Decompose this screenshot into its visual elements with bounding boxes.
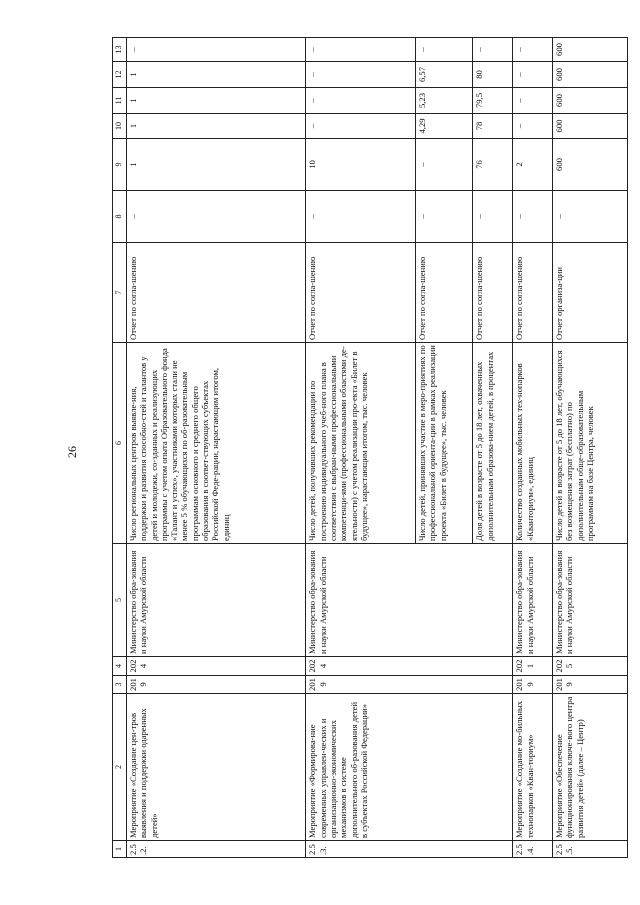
table-row [306, 38, 416, 858]
end-year-cell: 2024 [127, 657, 306, 676]
start-year-cell: 2019 [513, 676, 553, 694]
activity-name-cell: Мероприятие «Формирова-ние современных управлен-ческих и организационно-экономических механизмов в системе дополнительного об-разования детей в субъектах Российской Федерации» [306, 694, 513, 841]
indicator-source-cell: Отчет по согла-шению [306, 243, 416, 343]
page-number: 26 [65, 446, 79, 458]
indicator-value-cell: 600 [553, 62, 628, 88]
indicator-value-cell: – [513, 88, 553, 114]
indicator-text-cell: Доля детей в возрасте от 5 до 18 лет, охваченных дополнительным образова-нием детей, в процентах [473, 343, 513, 544]
indicator-value-cell: – [415, 139, 472, 191]
indicator-value-cell: 76 [473, 139, 513, 191]
indicator-value-cell: 600 [553, 38, 628, 62]
header-col-7: 7 [113, 243, 127, 343]
header-col-6: 6 [113, 343, 127, 544]
indicator-source-cell: Отчет по согла-шению [513, 243, 553, 343]
indicator-value-cell: 80 [473, 62, 513, 88]
indicator-value-cell: – [306, 191, 416, 243]
start-year-cell: 2019 [127, 676, 306, 694]
indicator-value-cell: – [306, 114, 416, 139]
indicator-value-cell: – [306, 38, 416, 62]
header-col-13: 13 [113, 38, 127, 62]
row-number-cell: 2.5.5. [553, 841, 628, 858]
indicator-value-cell: 79,5 [473, 88, 513, 114]
table-row [553, 38, 628, 858]
header-col-10: 10 [113, 114, 127, 139]
indicator-value-cell: – [513, 114, 553, 139]
indicator-text-cell: Число детей, получивших рекомендации по построению индивидуального учеб-ного плана в соответствии с выбран-ными профессиональными компетенци-ями (профессиональными областями де-ятельности) с учетом реализации про-екта «Билет в будущее», нарастающим итогом, тыс. человек [306, 343, 416, 544]
header-col-4: 4 [113, 657, 127, 676]
activity-name-cell: Мероприятие «Создание мо-бильных технопарков «Кван-ториум» [513, 694, 553, 841]
indicator-source-cell: Отчет по согла-шению [473, 243, 513, 343]
indicator-value-cell: – [415, 38, 472, 62]
indicator-source-cell: Отчет организа-ции [553, 243, 628, 343]
end-year-cell: 2021 [513, 657, 553, 676]
row-number-cell: 2.5.4. [513, 841, 553, 858]
indicator-value-cell: 1 [127, 88, 306, 114]
header-col-12: 12 [113, 62, 127, 88]
header-col-11: 11 [113, 88, 127, 114]
header-col-2: 2 [113, 694, 127, 841]
header-col-1: 1 [113, 841, 127, 858]
table-row [513, 38, 553, 858]
indicator-value-cell: – [473, 38, 513, 62]
indicator-value-cell: – [513, 38, 553, 62]
indicator-value-cell: 1 [127, 139, 306, 191]
header-col-5: 5 [113, 544, 127, 657]
indicator-value-cell: – [127, 38, 306, 62]
indicator-value-cell: 600 [553, 88, 628, 114]
indicator-value-cell: 1 [127, 114, 306, 139]
executor-cell: Министерство обра-зования и науки Амурской области [553, 544, 628, 657]
indicator-value-cell: – [127, 191, 306, 243]
indicator-text-cell: Число детей, принявших участие в меро-приятиях по профессиональной ориента-ции в рамках реализации проекта «Билет в будущее», тыс. человек [415, 343, 472, 544]
activity-name-cell: Мероприятие «Обеспечение функционирования ключе-вого центра развития детей» (далее – Центр) [553, 694, 628, 841]
indicator-value-cell: 600 [553, 114, 628, 139]
indicator-value-cell: 10 [306, 139, 416, 191]
start-year-cell: 2019 [553, 676, 628, 694]
header-col-3: 3 [113, 676, 127, 694]
indicator-value-cell: 600 [553, 139, 628, 191]
executor-cell: Министерство обра-зования и науки Амурской области [127, 544, 306, 657]
indicator-text-cell: Число детей в возрасте от 5 до 18 лет, обучающихся без возмещения затрат (бесплатно) по дополнительным обще-образовательным программам на базе Центра, человек [553, 343, 628, 544]
indicator-text-cell: Количество созданных мобильных тех-нопарков «Кванториум», единиц [513, 343, 553, 544]
indicator-value-cell: – [306, 88, 416, 114]
header-row [113, 38, 127, 858]
program-table [112, 37, 628, 858]
start-year-cell: 2019 [306, 676, 513, 694]
indicator-value-cell: – [513, 191, 553, 243]
indicator-value-cell: 1 [127, 62, 306, 88]
indicator-value-cell: – [415, 191, 472, 243]
end-year-cell: 2025 [553, 657, 628, 676]
end-year-cell: 2024 [306, 657, 513, 676]
executor-cell: Министерство обра-зования и науки Амурской области [306, 544, 513, 657]
row-number-cell: 2.5.2. [127, 841, 306, 858]
indicator-source-cell: Отчет по согла-шению [127, 243, 306, 343]
activity-name-cell: Мероприятие «Создание цен-тров выявления и поддержки одаренных детей» [127, 694, 306, 841]
indicator-value-cell: 78 [473, 114, 513, 139]
row-number-cell: 2.5.3. [306, 841, 513, 858]
rotated-table-wrapper [112, 38, 628, 858]
indicator-value-cell: – [473, 191, 513, 243]
executor-cell: Министерство обра-зования и науки Амурской области [513, 544, 553, 657]
indicator-value-cell: – [553, 191, 628, 243]
indicator-value-cell: – [513, 62, 553, 88]
table-body [127, 38, 628, 858]
indicator-source-cell: Отчет по согла-шению [415, 243, 472, 343]
indicator-value-cell: – [306, 62, 416, 88]
indicator-value-cell: 2 [513, 139, 553, 191]
indicator-value-cell: 5,23 [415, 88, 472, 114]
table-row [127, 38, 306, 858]
indicator-text-cell: Число региональных центров выявле-ния, поддержки и развития способно-стей и талантов у детей и молодежи, со-зданных и реализующих программы с учетом опыта Образовательного фонда «Талант и успех», участниками которых стали не менее 5 % обучающихся по об-разовательным программам основного и среднего общего образования в соответ-ствующих субъектах Российской Феде-рации, нарастающим итогом, единиц [127, 343, 306, 544]
header-col-9: 9 [113, 139, 127, 191]
indicator-value-cell: 4,29 [415, 114, 472, 139]
indicator-value-cell: 6,57 [415, 62, 472, 88]
header-col-8: 8 [113, 191, 127, 243]
